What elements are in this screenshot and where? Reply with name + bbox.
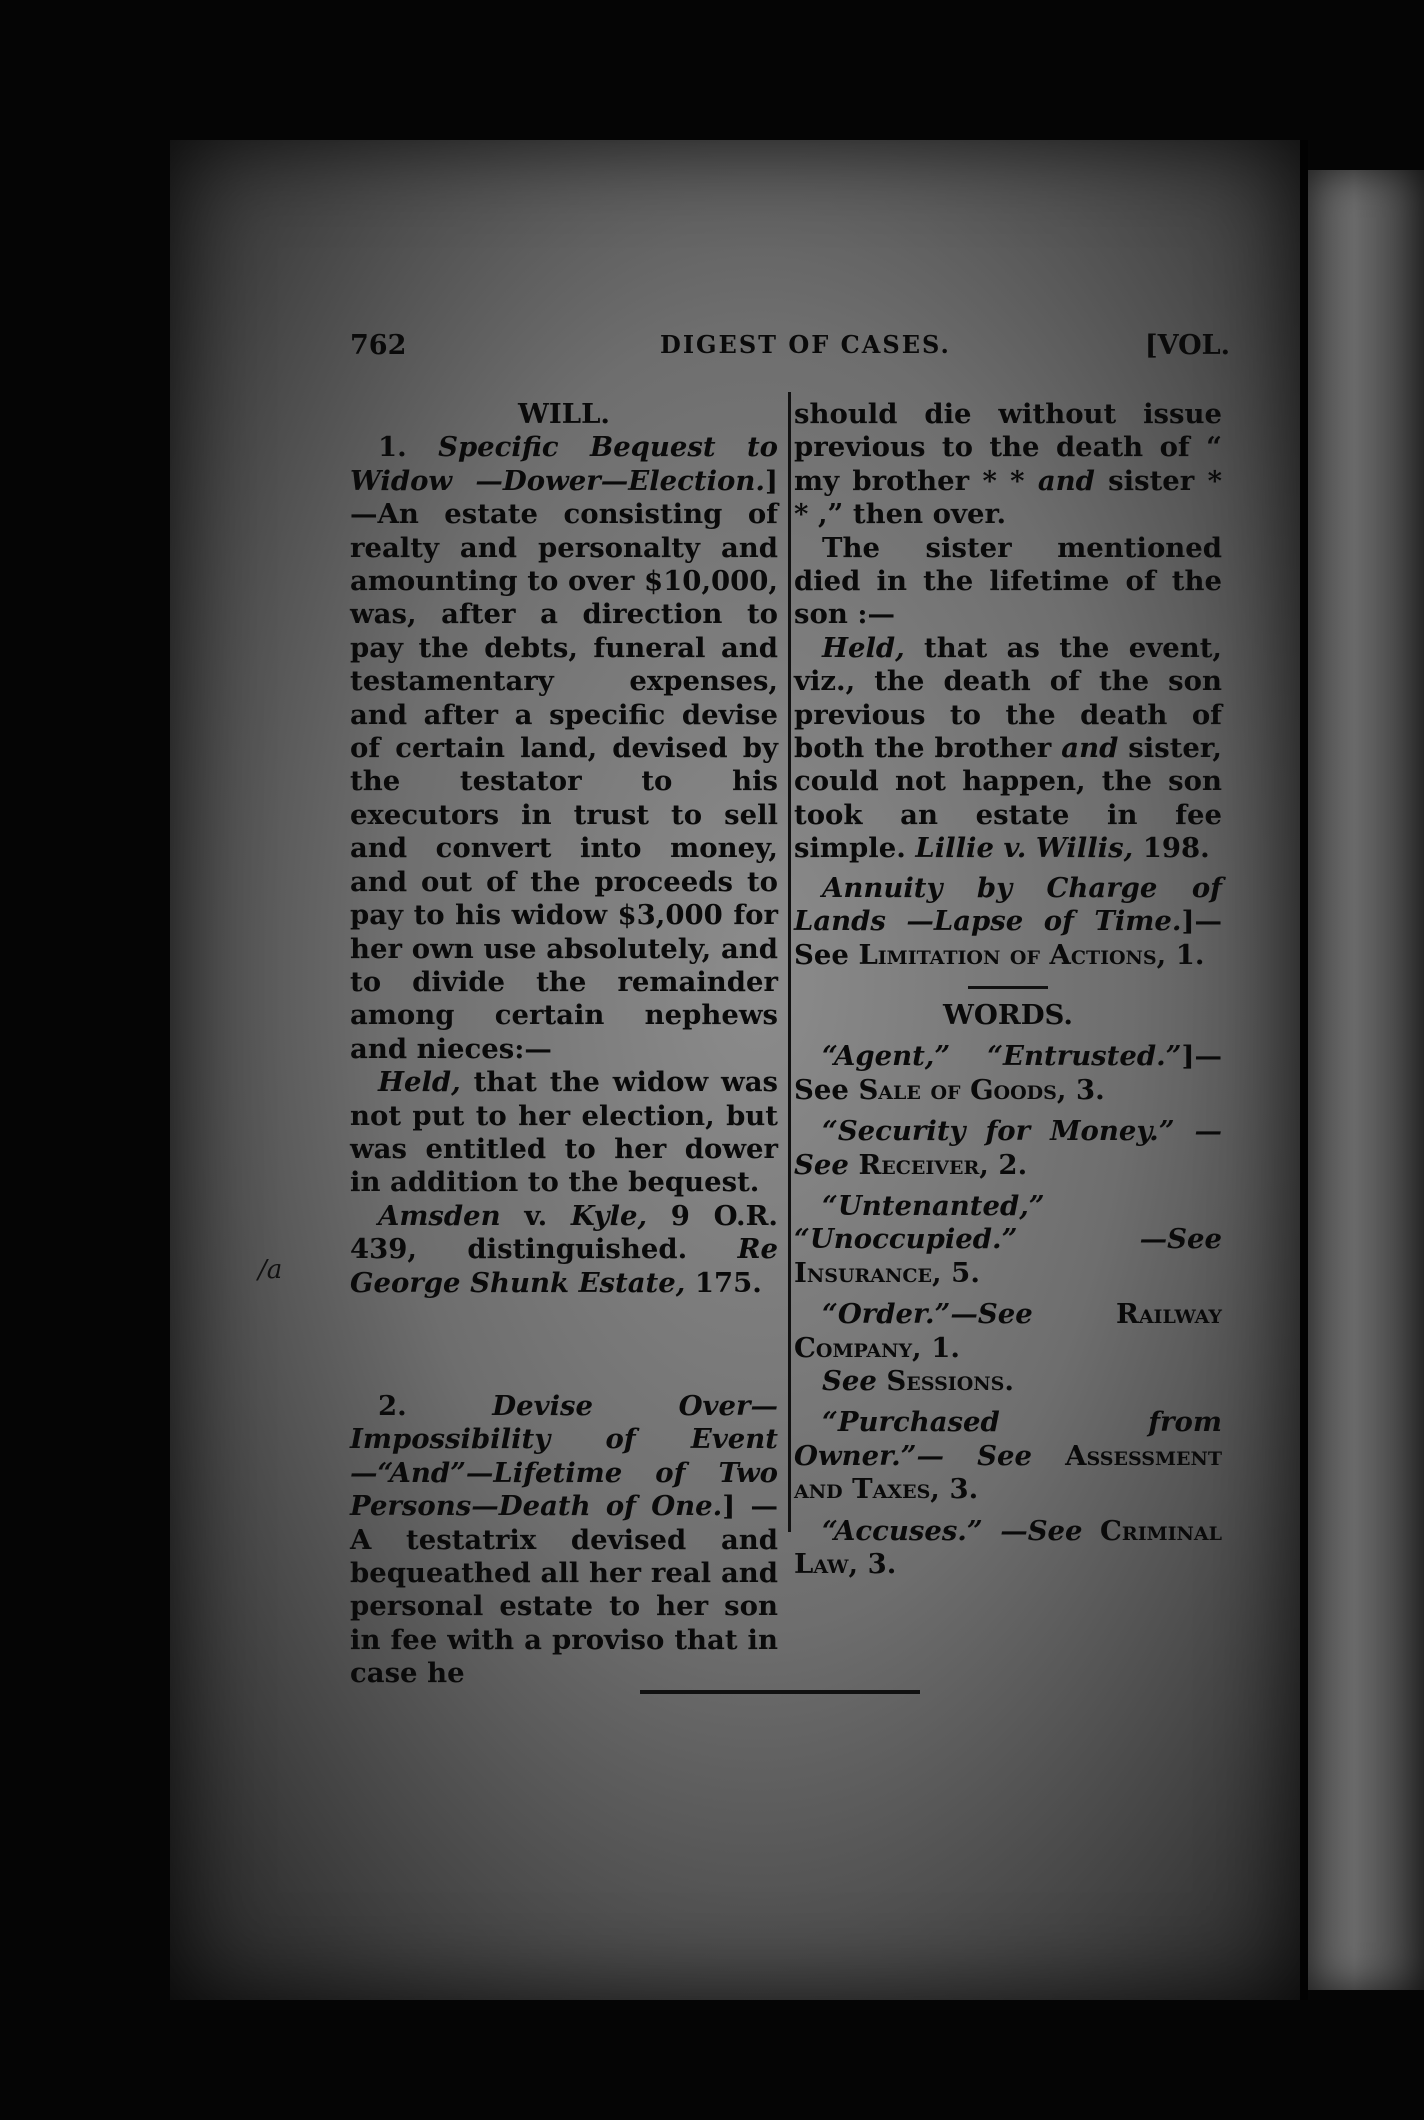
section-rule	[968, 986, 1048, 989]
facing-page-edge	[1308, 170, 1424, 1990]
book-gutter	[1300, 140, 1308, 2000]
words-entry-1	[794, 1040, 1222, 1107]
words-2-title: “Security for Money.” —See	[794, 1115, 1222, 1181]
case-versus: v.	[500, 1199, 571, 1232]
entry-2-number: 2.	[378, 1389, 407, 1422]
left-column	[350, 398, 778, 1691]
right-column	[794, 398, 1222, 1581]
held-text-2: sister, could not happen, the son took an estate in fee simple.	[794, 732, 1222, 865]
words-4-ref: Railway Company,	[794, 1298, 1222, 1364]
held-text-1: that as the event, viz., the death of the son previous to the death of both the brother	[794, 631, 1222, 765]
words-1-title: “Agent,” “Entrusted.”	[822, 1040, 1182, 1073]
column-divider	[788, 392, 791, 1532]
volume-mark: [VOL.	[1144, 330, 1230, 361]
running-head	[350, 330, 1230, 370]
words-1-number: 3.	[1066, 1073, 1105, 1106]
continuation-and: and	[1037, 464, 1095, 497]
annuity-title: Annuity by Charge of Lands —Lapse of Time.	[794, 871, 1222, 938]
continuation-text-1: should die without issue previous to the death of “ my brother * *	[794, 398, 1222, 497]
entry-1	[350, 431, 778, 1066]
continuation-text-2: sister * * ,” then over.	[794, 464, 1222, 531]
entry-1-title: Specific Bequest to Widow —Dower—Election.	[350, 431, 778, 497]
section-heading-will: WILL.	[518, 398, 610, 430]
case-citation-2: 175.	[685, 1266, 762, 1299]
margin-note: /a	[258, 1255, 283, 1285]
case-citation: 198.	[1133, 832, 1210, 865]
words-entry-5	[794, 1406, 1222, 1506]
entry-1-text: ]—An estate consisting of realty and personalty and amounting to over $10,000, was, after a direction to pay the debts, funeral and testamentary expenses, and after a specific devise of certain land, devised by the testator to his executors in trust to sell and convert into money, and out of the proceeds to pay to his widow $3,000 for her own use absolutely, and to divide the remainder among certain nephews and nieces:—	[350, 464, 778, 1065]
words-3-ref: Insurance,	[794, 1256, 942, 1289]
case-name-2: Re George Shunk Estate,	[350, 1233, 778, 1299]
case-citation: 9 O.R. 439, distinguished.	[350, 1199, 778, 1266]
sister-paragraph: The sister mentioned died in the lifetime of the son :—	[794, 531, 1222, 631]
held-text: that the widow was not put to her election, but was entitled to her dower in addition to the bequest.	[350, 1066, 778, 1199]
words-entry-4	[794, 1298, 1222, 1365]
words-entry-2	[794, 1115, 1222, 1182]
words-entry-4b	[794, 1365, 1222, 1398]
words-6-title: “Accuses.” —See	[822, 1514, 1083, 1547]
held-and: and	[1061, 732, 1119, 765]
words-3-title: “Untenanted,” “Unoccupied.” —See	[794, 1189, 1222, 1256]
words-4b-see: See	[822, 1364, 877, 1397]
entry-2-continuation	[794, 398, 1222, 532]
annuity-entry	[794, 872, 1222, 972]
words-6-ref: Criminal Law,	[794, 1514, 1222, 1580]
words-5-title: “Purchased from Owner.”— See	[794, 1406, 1222, 1472]
words-1-see: ]— See	[794, 1040, 1222, 1106]
case-name: Lillie v. Willis,	[915, 832, 1134, 865]
words-4-title: “Order.”—See	[822, 1298, 1033, 1331]
held-label: Held,	[822, 631, 905, 664]
entry-2-held	[794, 632, 1222, 866]
page-number: 762	[350, 330, 407, 361]
entry-1-citation	[350, 1200, 778, 1300]
case-name: Amsden	[378, 1199, 501, 1232]
words-2-number: 2.	[988, 1148, 1028, 1181]
words-2-ref: Receiver,	[858, 1148, 989, 1181]
entry-2-title: Devise Over—Impossibility of Event—“And”—Lifetime of Two Persons—Death of One.	[350, 1389, 778, 1523]
annuity-see: ]—See	[794, 905, 1222, 971]
words-5-number: 3.	[939, 1473, 979, 1506]
words-4-number: 1.	[921, 1331, 960, 1364]
entry-1-held	[350, 1066, 778, 1200]
end-rule	[640, 1690, 920, 1694]
held-label: Held,	[378, 1066, 461, 1099]
words-entry-6	[794, 1515, 1222, 1582]
running-title: DIGEST OF CASES.	[660, 330, 951, 359]
annuity-ref: Limitation of Actions,	[858, 938, 1167, 971]
entry-2-text: ] —A testatrix devised and bequeathed all her real and personal estate to her son in fee with a proviso that in case he	[350, 1490, 778, 1690]
annuity-number: 1.	[1166, 938, 1205, 971]
words-3-number: 5.	[941, 1256, 980, 1289]
section-heading-words: WORDS.	[943, 998, 1073, 1031]
words-6-number: 3.	[858, 1548, 897, 1580]
words-5-ref: Assessment and Taxes,	[794, 1439, 1222, 1506]
words-entry-3	[794, 1190, 1222, 1290]
entry-2	[350, 1390, 778, 1691]
words-1-ref: Sale of Goods,	[858, 1073, 1067, 1106]
case-party: Kyle,	[570, 1199, 648, 1232]
entry-1-number: 1.	[378, 431, 407, 464]
words-4b-ref: Sessions.	[876, 1364, 1014, 1397]
